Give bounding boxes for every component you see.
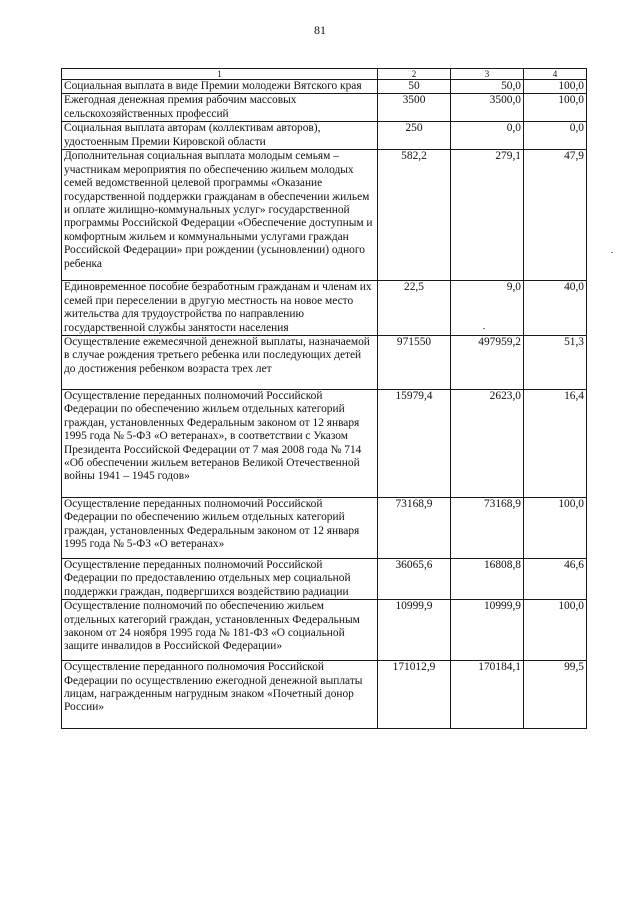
- row-description: Ежегодная денежная премия рабочим массовых сельскохозяйственных профессий: [62, 94, 378, 122]
- row-value: 16808,8: [451, 559, 524, 600]
- column-number: 3: [451, 69, 524, 80]
- row-value: 9,0: [451, 281, 524, 336]
- table-row: [62, 600, 587, 661]
- row-value: 10999,9: [378, 600, 451, 661]
- row-description: Социальная выплата авторам (коллективам авторов), удостоенным Премии Кировской области: [62, 122, 378, 150]
- table-row: [62, 281, 587, 336]
- row-value: 2623,0: [451, 390, 524, 498]
- row-description: Осуществление переданных полномочий Российской Федерации по обеспечению жильем отдельных категорий граждан, установленных Федеральным законом от 12 января 1995 года № 5-ФЗ «О ветеранах», в соответствии с Указом Президента Российской Федерации от 7 мая 2008 года № 714 «Об обеспечении жильем ветеранов Великой Отечественной войны 1941 – 1945 годов»: [62, 390, 378, 498]
- row-value: 22,5: [378, 281, 451, 336]
- row-value: 46,6: [524, 559, 587, 600]
- table-row: [62, 150, 587, 281]
- row-value: 0,0: [451, 122, 524, 150]
- column-number: 1: [62, 69, 378, 80]
- budget-table: [61, 68, 587, 729]
- row-value: 73168,9: [378, 498, 451, 559]
- row-value: 47,9: [524, 150, 587, 281]
- row-description: Осуществление переданных полномочий Российской Федерации по предоставлению отдельных мер социальной поддержки граждан, подвергшихся воздействию радиации: [62, 559, 378, 600]
- row-value: 16,4: [524, 390, 587, 498]
- row-value: 582,2: [378, 150, 451, 281]
- row-value: 3500,0: [451, 94, 524, 122]
- row-value: 99,5: [524, 661, 587, 729]
- row-value: 100,0: [524, 80, 587, 94]
- table-row: [62, 390, 587, 498]
- page-number: 81: [314, 23, 326, 37]
- row-value: 170184,1: [451, 661, 524, 729]
- row-value: 279,1: [451, 150, 524, 281]
- table-row: [62, 498, 587, 559]
- scan-mark: [483, 328, 485, 329]
- row-value: 51,3: [524, 336, 587, 390]
- row-description: Единовременное пособие безработным гражданам и членам их семей при переселении в другую местность на новое место жительства для трудоустройства по направлению государственной службы занятости населения: [62, 281, 378, 336]
- row-value: 0,0: [524, 122, 587, 150]
- row-value: 50,0: [451, 80, 524, 94]
- row-value: 73168,9: [451, 498, 524, 559]
- column-number: 4: [524, 69, 587, 80]
- table-header-row: [62, 69, 587, 80]
- row-value: 3500: [378, 94, 451, 122]
- table-row: [62, 336, 587, 390]
- row-value: 100,0: [524, 94, 587, 122]
- table-row: [62, 559, 587, 600]
- row-value: 10999,9: [451, 600, 524, 661]
- column-number: 2: [378, 69, 451, 80]
- row-value: 250: [378, 122, 451, 150]
- row-value: 100,0: [524, 600, 587, 661]
- row-value: 100,0: [524, 498, 587, 559]
- row-value: 15979,4: [378, 390, 451, 498]
- row-description: Дополнительная социальная выплата молодым семьям – участникам мероприятия по обеспечению жильем молодых семей ведомственной целевой программы «Оказание государственной поддержки гражданам в обеспечении жильем и оплате жилищно-коммунальных услуг» государственной программы Российской Федерации «Обеспечение доступным и комфортным жильем и коммунальными услугами граждан Российской Федерации» при рождении (усыновлении) одного ребенка: [62, 150, 378, 281]
- row-value: 971550: [378, 336, 451, 390]
- scan-mark: [611, 252, 613, 253]
- row-value: 36065,6: [378, 559, 451, 600]
- row-description: Осуществление переданных полномочий Российской Федерации по обеспечению жильем отдельных категорий граждан, установленных Федеральным законом от 12 января 1995 года № 5-ФЗ «О ветеранах»: [62, 498, 378, 559]
- table-row: [62, 80, 587, 94]
- table-row: [62, 94, 587, 122]
- row-value: 497959,2: [451, 336, 524, 390]
- row-value: 171012,9: [378, 661, 451, 729]
- table-row: [62, 661, 587, 729]
- row-description: Социальная выплата в виде Премии молодежи Вятского края: [62, 80, 378, 94]
- row-value: 50: [378, 80, 451, 94]
- row-description: Осуществление переданного полномочия Российской Федерации по осуществлению ежегодной денежной выплаты лицам, награжденным нагрудным знаком «Почетный донор России»: [62, 661, 378, 729]
- row-description: Осуществление полномочий по обеспечению жильем отдельных категорий граждан, установленных Федеральным законом от 24 ноября 1995 года № 181-ФЗ «О социальной защите инвалидов в Российской Федерации»: [62, 600, 378, 661]
- row-value: 40,0: [524, 281, 587, 336]
- row-description: Осуществление ежемесячной денежной выплаты, назначаемой в случае рождения третьего ребенка или последующих детей до достижения ребенком возраста трех лет: [62, 336, 378, 390]
- table-row: [62, 122, 587, 150]
